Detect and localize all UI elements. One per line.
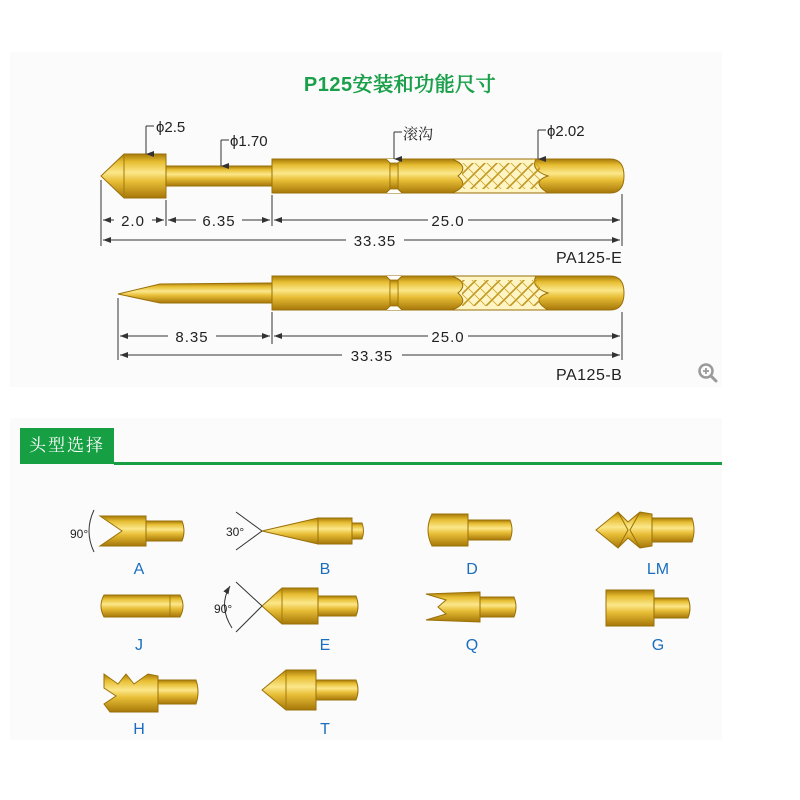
tip-lm-shape [596, 512, 694, 548]
tip-h-shape [104, 674, 198, 712]
dim-b-total-length: 33.35 [350, 348, 394, 365]
dim-total-length: 33.35 [353, 233, 397, 250]
tip-q-shape [426, 592, 516, 622]
dim-plunger-length: 6.35 [202, 213, 236, 230]
tip-d-shape [428, 514, 512, 546]
tip-label-b: B [319, 561, 331, 578]
tip-label-j: J [135, 637, 143, 654]
tip-b-shape [226, 512, 364, 550]
groove-label: 滚沟 [403, 126, 434, 143]
model-label-pa125-e: PA125-E [556, 250, 623, 267]
plunger-diameter-label: ϕ1.70 [230, 133, 268, 150]
barrel-diameter-label: ϕ2.02 [547, 123, 585, 140]
tip-a-shape [70, 510, 184, 552]
tip-e-angle: 90° [214, 602, 233, 616]
dim-barrel-length: 25.0 [431, 213, 465, 230]
tip-a-angle: 90° [70, 527, 89, 541]
callout-barrel-diameter [538, 123, 585, 159]
callout-tip-diameter [146, 119, 185, 154]
tip-label-g: G [651, 637, 665, 654]
tip-b-angle: 30° [226, 525, 245, 539]
tip-label-a: A [133, 561, 145, 578]
zoom-in-icon[interactable] [700, 365, 717, 382]
callout-plunger-diameter [221, 133, 268, 166]
tip-label-d: D [466, 561, 478, 578]
tip-label-q: Q [465, 637, 479, 654]
tip-e-shape [214, 582, 358, 632]
dim-b-plunger-length: 8.35 [175, 329, 209, 346]
tip-t-shape [262, 670, 358, 710]
tip-label-e: E [319, 637, 331, 654]
tip-diameter-label: ϕ2.5 [156, 119, 186, 136]
probe-pa125-b [118, 276, 624, 310]
model-label-pa125-b: PA125-B [556, 367, 623, 384]
tip-label-t: T [320, 721, 330, 738]
dim-tip-length: 2.0 [121, 213, 145, 230]
dim-b-barrel-length: 25.0 [431, 329, 465, 346]
page-title: P125安装和功能尺寸 [303, 74, 497, 96]
probe-pa125-e [101, 154, 624, 198]
tip-j-shape [101, 595, 183, 617]
tip-label-h: H [133, 721, 145, 738]
section-tab-tip-selection: 头型选择 [20, 428, 114, 464]
callout-groove [394, 126, 433, 159]
tip-label-lm: LM [646, 561, 670, 578]
tip-g-shape [606, 590, 690, 626]
